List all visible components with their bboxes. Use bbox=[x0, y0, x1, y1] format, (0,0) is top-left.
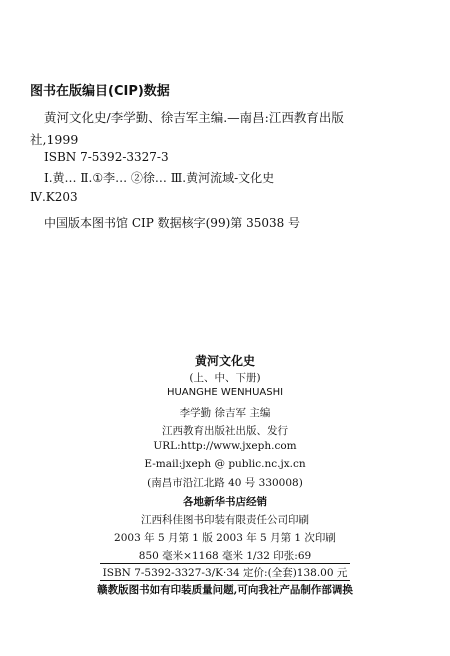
cip-line-isbn: ISBN 7-5392-3327-3 bbox=[44, 150, 169, 164]
cip-line-bibliographic: 黄河文化史/李学勤、徐吉军主编.—南昌:江西教育出版 bbox=[44, 110, 344, 125]
cip-line-publisher-year: 社,1999 bbox=[30, 132, 79, 147]
publisher: 江西教育出版社出版、发行 bbox=[162, 425, 288, 437]
divider-bottom bbox=[100, 580, 350, 581]
cip-line-cip-number: 中国版本图书馆 CIP 数据核字(99)第 35038 号 bbox=[44, 216, 301, 230]
cip-title: 图书在版编目(CIP)数据 bbox=[30, 84, 170, 99]
pinyin-title: HUANGHE WENHUASHI bbox=[166, 387, 284, 398]
cip-line-subjects: Ⅰ.黄… Ⅱ.①李… ②徐… Ⅲ.黄河流域-文化史 bbox=[44, 171, 275, 185]
publisher-url: URL:http://www.jxeph.com bbox=[153, 440, 297, 452]
editors: 李学勤 徐吉军 主编 bbox=[179, 407, 271, 419]
publisher-email: E-mail:jxeph @ public.nc.jx.cn bbox=[144, 458, 306, 470]
isbn-price: ISBN 7-5392-3327-3/K·34 定价:(全套)138.00 元 bbox=[102, 567, 348, 579]
distributor: 各地新华书店经销 bbox=[183, 496, 267, 508]
quality-notice: 赣教版图书如有印装质量问题,可向我社产品制作部调换 bbox=[97, 584, 353, 596]
divider-top bbox=[100, 563, 350, 564]
publisher-address: (南昌市沿江北路 40 号 330008) bbox=[147, 477, 303, 489]
cip-line-classification: Ⅳ.K203 bbox=[30, 190, 78, 204]
book-title: 黄河文化史 bbox=[194, 354, 255, 368]
printer: 江西科佳图书印装有限责任公司印刷 bbox=[141, 514, 309, 526]
format-info: 850 毫米×1168 毫米 1/32 印张:69 bbox=[138, 550, 312, 562]
edition-info: 2003 年 5 月第 1 版 2003 年 5 月第 1 次印刷 bbox=[114, 532, 336, 544]
volumes: (上、中、下册) bbox=[189, 372, 261, 384]
